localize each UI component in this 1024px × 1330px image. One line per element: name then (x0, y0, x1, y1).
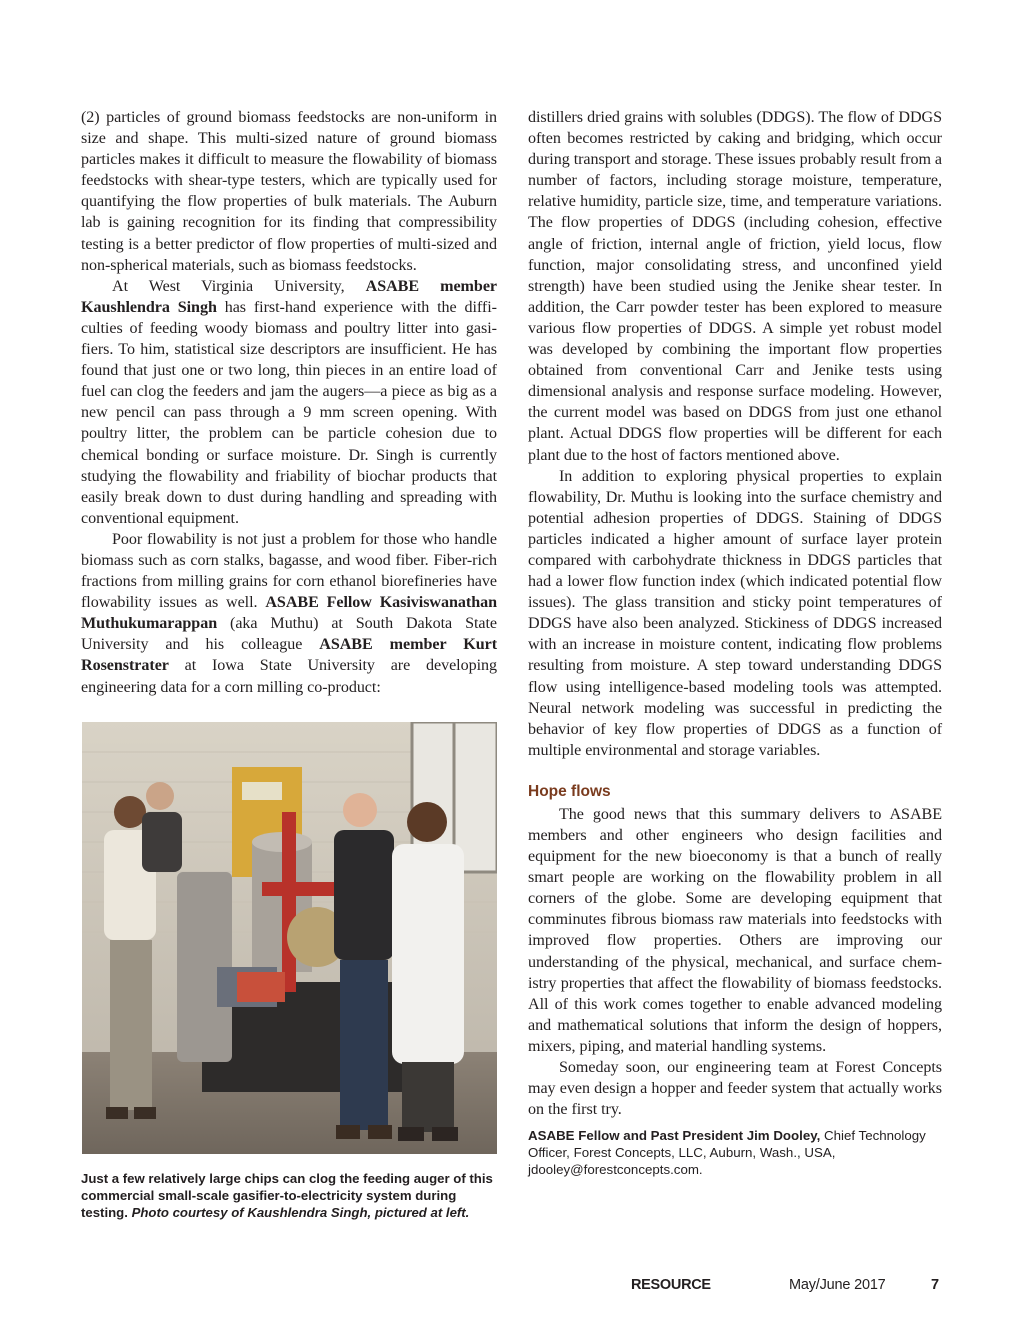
paragraph: (2) particles of ground biomass feedstocks are non-uniform in size and shape. This multi-sized nature of ground biomass particles makes it difficult to measure the flowability of biomass feedstocks with shear-type testers, which are typically used for quantifying the flow properties of bulk materials. The Auburn lab is gaining recognition for its finding that compressibility testing is a better predictor of flow properties of multi-sized and non-spherical materials, such as biomass feedstocks. (81, 109, 497, 274)
author-byline (528, 1127, 942, 1178)
right-column (528, 107, 942, 1178)
paragraph (81, 529, 497, 698)
bold-name: ASABE member Kaushlendra Singh (81, 277, 498, 316)
text-run: (aka Muthu) at South Dakota State University and his colleague (81, 615, 497, 654)
bold-name: ASABE member Kurt Rosenstrater (81, 636, 497, 675)
photo-credit: Photo courtesy of Kaushlendra Singh, pictured at left. (131, 1205, 470, 1220)
figure-caption (81, 1170, 499, 1221)
left-column (81, 107, 497, 698)
paragraph: distillers dried grains with solubles (DDGS). The flow of DDGS often becomes restricted by caking and bridging, which occur during transport and storage. These issues probably result from a number of factors, including storage moisture, temperature, relative humidity, particle size, time, and temperature variations. The flow properties of DDGS (including cohesion, effective angle of friction, internal angle of friction, yield locus, flow function, major consolidating stress, and unconfined yield strength) have been studied using the Jenike shear tester. In addition, the Carr powder tester has been explored to measure various flow properties of DDGS. A simple yet robust model was developed by combining the important flow properties obtained from conventional Carr and Jenike tests using dimensional analysis and response surface modeling. However, the current model was based on DDGS from just one ethanol plant. Actual DDGS flow properties will be different for each plant due to the host of factors mentioned above. (528, 109, 942, 464)
caption-text: Just a few relatively large chips can clog the feeding auger of this commercial small-scale gasifier-to-electricity system during testing. (81, 1171, 493, 1220)
paragraph: In addition to exploring physical properties to explain flowability, Dr. Muthu is looking into the surface chemistry and potential adhesion properties of DDGS. Staining of DDGS particles indicated a higher amount of surface layer protein compared with carbohydrate thickness in DDGS particles that had a lower flow function index (which indicated potential flow issues). The glass transition and sticky point temperatures of DDGS have also been analyzed. Stickiness of DDGS increased with an increase in moisture content, indicating flow problems resulting from moisture. A step toward understanding DDGS flow using intelligence-based modeling tools was attempted. Neural network modeling was successful in predicting the behavior of key flow properties of DDGS as a function of multiple environmental and storage variables. (528, 467, 942, 759)
text-run: Poor flowability is not just a problem for those who handle biomass such as corn stalks, bagasse, and wood fiber. Fiber-rich fractions from milling grains for corn ethanol biorefineries have flowability issues as well. (81, 530, 497, 612)
author-details: Chief Technology Officer, Forest Concepts, LLC, Auburn, Wash., USA, jdooley@forestconcepts.com. (528, 1128, 926, 1178)
photo-illustration (82, 722, 497, 1154)
magazine-name: RESOURCE (631, 1277, 711, 1293)
section-heading: Hope flows (528, 782, 611, 800)
author-name: ASABE Fellow and Past President Jim Dooley, (528, 1128, 821, 1144)
page-number: 7 (931, 1277, 940, 1293)
issue-date: May/June 2017 (789, 1277, 886, 1293)
text-run: At West Virginia University, (112, 277, 366, 295)
paragraph: Someday soon, our engineering team at Forest Concepts may even design a hopper and feeder system that actually works on the first try. (528, 1059, 942, 1119)
text-run: at Iowa State University are developing engineering data for a corn milling co-product: (81, 657, 497, 696)
paragraph: The good news that this summary delivers to ASABE members and other engineers who design facilities and equipment for the new bioeconomy is that a bunch of really smart people are working on the flowability problem in all corners of the globe. Some are developing equipment that comminutes fibrous biomass raw materials into feedstocks with improved flow properties. Others are improving our understanding of the physical, mechanical, and surface chemistry properties that affect the flowability of biomass feedstocks. All of this work comes together to enable advanced modeling and mathematical solutions that inform the design of hoppers, mixers, piping, and material handling systems. (528, 805, 942, 1055)
paragraph (81, 276, 497, 529)
text-run: has first-hand experience with the difficulties of feeding woody biomass and poultry litter into gasifiers. To him, statistical size descriptors are insufficient. He has found that just one or two long, thin pieces in an entire load of fuel can clog the feeders and jam the augers—a piece as big as a new pencil can pass through a 9 mm screen opening. With poultry litter, the problem can be particle cohesion due to chemical bonding or surface moisture. Dr. Singh is currently studying the flowability and friability of biochar products that easily break down to dust during handling and spreading with conventional equipment. (81, 298, 497, 527)
gasifier-photo (82, 722, 497, 1154)
bold-name: ASABE Fellow Kasiviswanathan Muthukumarappan (81, 594, 498, 633)
